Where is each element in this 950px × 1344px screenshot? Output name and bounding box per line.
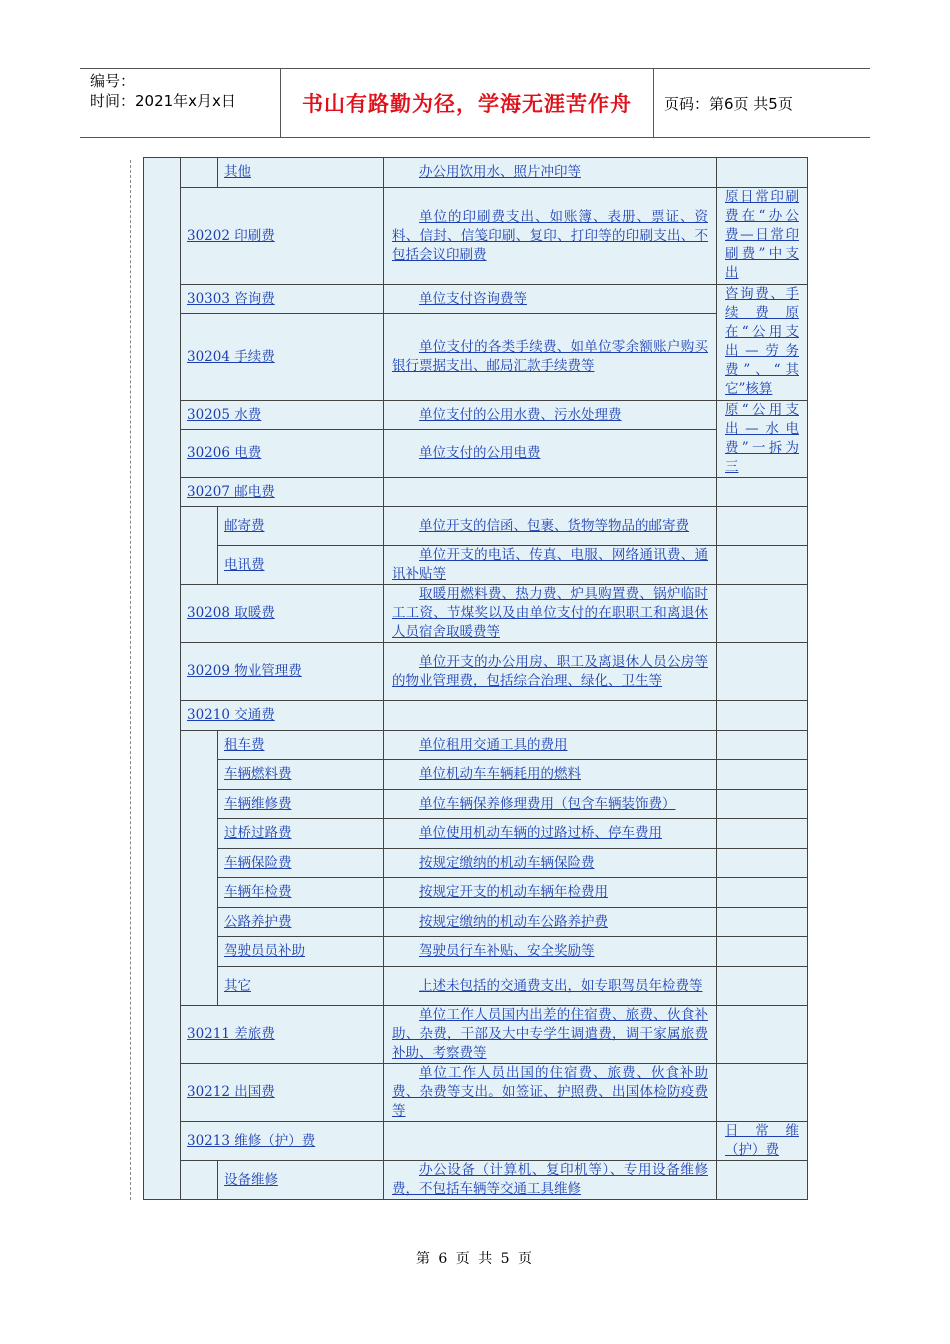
item-name[interactable]: 车辆燃料费	[218, 760, 384, 790]
table-row	[144, 760, 808, 790]
table-row	[144, 507, 808, 546]
item-name[interactable]: 30212 出国费	[181, 1064, 384, 1122]
item-remark[interactable]: 原“公用支出—水电费”一拆为三	[717, 401, 808, 478]
item-remark	[717, 585, 808, 643]
item-name[interactable]: 30211 差旅费	[181, 1006, 384, 1064]
item-name[interactable]: 车辆保险费	[218, 849, 384, 878]
item-name[interactable]: 30206 电费	[181, 430, 384, 478]
item-name[interactable]: 过桥过路费	[218, 819, 384, 849]
item-name[interactable]: 设备维修	[218, 1161, 384, 1200]
table-row	[144, 285, 808, 314]
item-desc[interactable]: 单位工作人员国内出差的住宿费、旅费、伙食补助、杂费，干部及大中专学生调遣费，调干家属旅费补助、考察费等	[384, 1006, 717, 1064]
page-header	[80, 68, 870, 138]
item-remark	[717, 937, 808, 967]
table-row	[144, 585, 808, 643]
level1-cell	[144, 158, 181, 1200]
item-name[interactable]: 其它	[218, 967, 384, 1006]
table-row	[144, 790, 808, 819]
item-desc[interactable]: 取暖用燃料费、热力费、炉具购置费、锅炉临时工工资、节煤奖以及由单位支付的在职职工和离退休人员宿舍取暖费等	[384, 585, 717, 643]
item-name[interactable]: 30204 手续费	[181, 314, 384, 401]
item-remark	[717, 731, 808, 760]
item-remark	[717, 478, 808, 507]
item-remark	[717, 819, 808, 849]
item-name[interactable]: 租车费	[218, 731, 384, 760]
item-desc[interactable]: 单位使用机动车辆的过路过桥、停车费用	[384, 819, 717, 849]
item-remark	[717, 1064, 808, 1122]
table-row	[144, 430, 808, 478]
table-row	[144, 701, 808, 731]
item-name[interactable]: 其他	[218, 158, 384, 188]
item-remark	[717, 790, 808, 819]
number-label: 编号：	[90, 72, 136, 90]
table-row	[144, 1064, 808, 1122]
table-row	[144, 849, 808, 878]
page-number-label: 页码：第6页 共5页	[664, 94, 793, 113]
item-name[interactable]: 公路养护费	[218, 908, 384, 937]
table-row	[144, 546, 808, 585]
item-desc[interactable]: 单位支付的公用水费、污水处理费	[384, 401, 717, 430]
level2-cell	[181, 1161, 218, 1200]
item-desc[interactable]: 按规定缴纳的机动车辆保险费	[384, 849, 717, 878]
item-desc[interactable]: 办公用饮用水、照片冲印等	[384, 158, 717, 188]
item-desc[interactable]: 驾驶员行车补贴、安全奖励等	[384, 937, 717, 967]
item-name[interactable]: 驾驶员员补助	[218, 937, 384, 967]
item-remark[interactable]: 咨询费、手续费原在“公用支出—劳务费”、“其它”核算	[717, 285, 808, 401]
item-remark[interactable]: 原日常印刷费在“办公费—日常印刷费”中支出	[717, 188, 808, 285]
table-row	[144, 1161, 808, 1200]
item-desc[interactable]: 单位开支的办公用房、职工及离退休人员公房等的物业管理费，包括综合治理、绿化、卫生等	[384, 643, 717, 701]
table-row	[144, 1006, 808, 1064]
table-row	[144, 1122, 808, 1161]
item-desc[interactable]: 单位机动车车辆耗用的燃料	[384, 760, 717, 790]
item-desc[interactable]: 单位支付的公用电费	[384, 430, 717, 478]
item-name[interactable]: 30208 取暖费	[181, 585, 384, 643]
item-name[interactable]: 邮寄费	[218, 507, 384, 546]
table-row	[144, 819, 808, 849]
table-row	[144, 478, 808, 507]
item-name[interactable]: 30202 印刷费	[181, 188, 384, 285]
table-row	[144, 937, 808, 967]
item-desc[interactable]: 办公设备（计算机、复印机等）、专用设备维修费，不包括车辆等交通工具维修	[384, 1161, 717, 1200]
level2-cell	[181, 158, 218, 188]
item-desc[interactable]: 单位开支的电话、传真、电服、网络通讯费、通讯补贴等	[384, 546, 717, 585]
table-row	[144, 731, 808, 760]
item-desc[interactable]: 单位车辆保养修理费用（包含车辆装饰费）	[384, 790, 717, 819]
item-desc	[384, 478, 717, 507]
item-remark	[717, 701, 808, 731]
table-row	[144, 188, 808, 285]
item-remark	[717, 849, 808, 878]
margin-marks	[130, 160, 131, 1200]
item-desc[interactable]: 上述未包括的交通费支出，如专职驾员年检费等	[384, 967, 717, 1006]
item-remark	[717, 158, 808, 188]
item-desc	[384, 701, 717, 731]
item-name[interactable]: 30213 维修（护）费	[181, 1122, 384, 1161]
item-remark	[717, 1161, 808, 1200]
table-row	[144, 878, 808, 908]
item-name[interactable]: 30209 物业管理费	[181, 643, 384, 701]
item-remark	[717, 878, 808, 908]
item-name[interactable]: 车辆维修费	[218, 790, 384, 819]
item-remark	[717, 908, 808, 937]
level2-cell	[181, 731, 218, 1006]
item-name[interactable]: 30207 邮电费	[181, 478, 384, 507]
expense-table	[143, 157, 808, 1200]
item-remark	[717, 1006, 808, 1064]
page-footer: 第 6 页 共 5 页	[415, 1251, 535, 1267]
header-motto: 书山有路勤为径，学海无涯苦作舟	[281, 69, 654, 137]
table-row	[144, 401, 808, 430]
header-meta	[80, 69, 281, 137]
item-desc[interactable]: 单位支付的各类手续费、如单位零余额账户购买银行票据支出、邮局汇款手续费等	[384, 314, 717, 401]
item-remark[interactable]: 日常维（护）费	[717, 1122, 808, 1161]
item-desc[interactable]: 单位工作人员出国的住宿费、旅费、伙食补助费、杂费等支出。如签证、护照费、出国体检防疫费等	[384, 1064, 717, 1122]
item-remark	[717, 643, 808, 701]
item-desc[interactable]: 单位租用交通工具的费用	[384, 731, 717, 760]
table-row	[144, 908, 808, 937]
item-name[interactable]: 30210 交通费	[181, 701, 384, 731]
item-name[interactable]: 电讯费	[218, 546, 384, 585]
item-desc[interactable]: 单位的印刷费支出、如账簿、表册、票证、资料、信封、信笺印刷、复印、打印等的印刷支出、不包括会议印刷费	[384, 188, 717, 285]
level2-cell	[181, 507, 218, 585]
item-remark	[717, 760, 808, 790]
item-remark	[717, 967, 808, 1006]
table-row	[144, 158, 808, 188]
item-name[interactable]: 30303 咨询费	[181, 285, 384, 314]
item-desc[interactable]: 按规定开支的机动车辆年检费用	[384, 878, 717, 908]
item-remark	[717, 507, 808, 546]
item-desc[interactable]: 单位支付咨询费等	[384, 285, 717, 314]
item-name[interactable]: 车辆年检费	[218, 878, 384, 908]
item-remark	[717, 546, 808, 585]
table-row	[144, 643, 808, 701]
table-row	[144, 314, 808, 401]
item-name[interactable]: 30205 水费	[181, 401, 384, 430]
table-row	[144, 967, 808, 1006]
item-desc[interactable]: 按规定缴纳的机动车公路养护费	[384, 908, 717, 937]
item-desc[interactable]: 单位开支的信函、包裹、货物等物品的邮寄费	[384, 507, 717, 546]
item-desc	[384, 1122, 717, 1161]
time-label: 时间：2021年x月x日	[90, 92, 236, 110]
